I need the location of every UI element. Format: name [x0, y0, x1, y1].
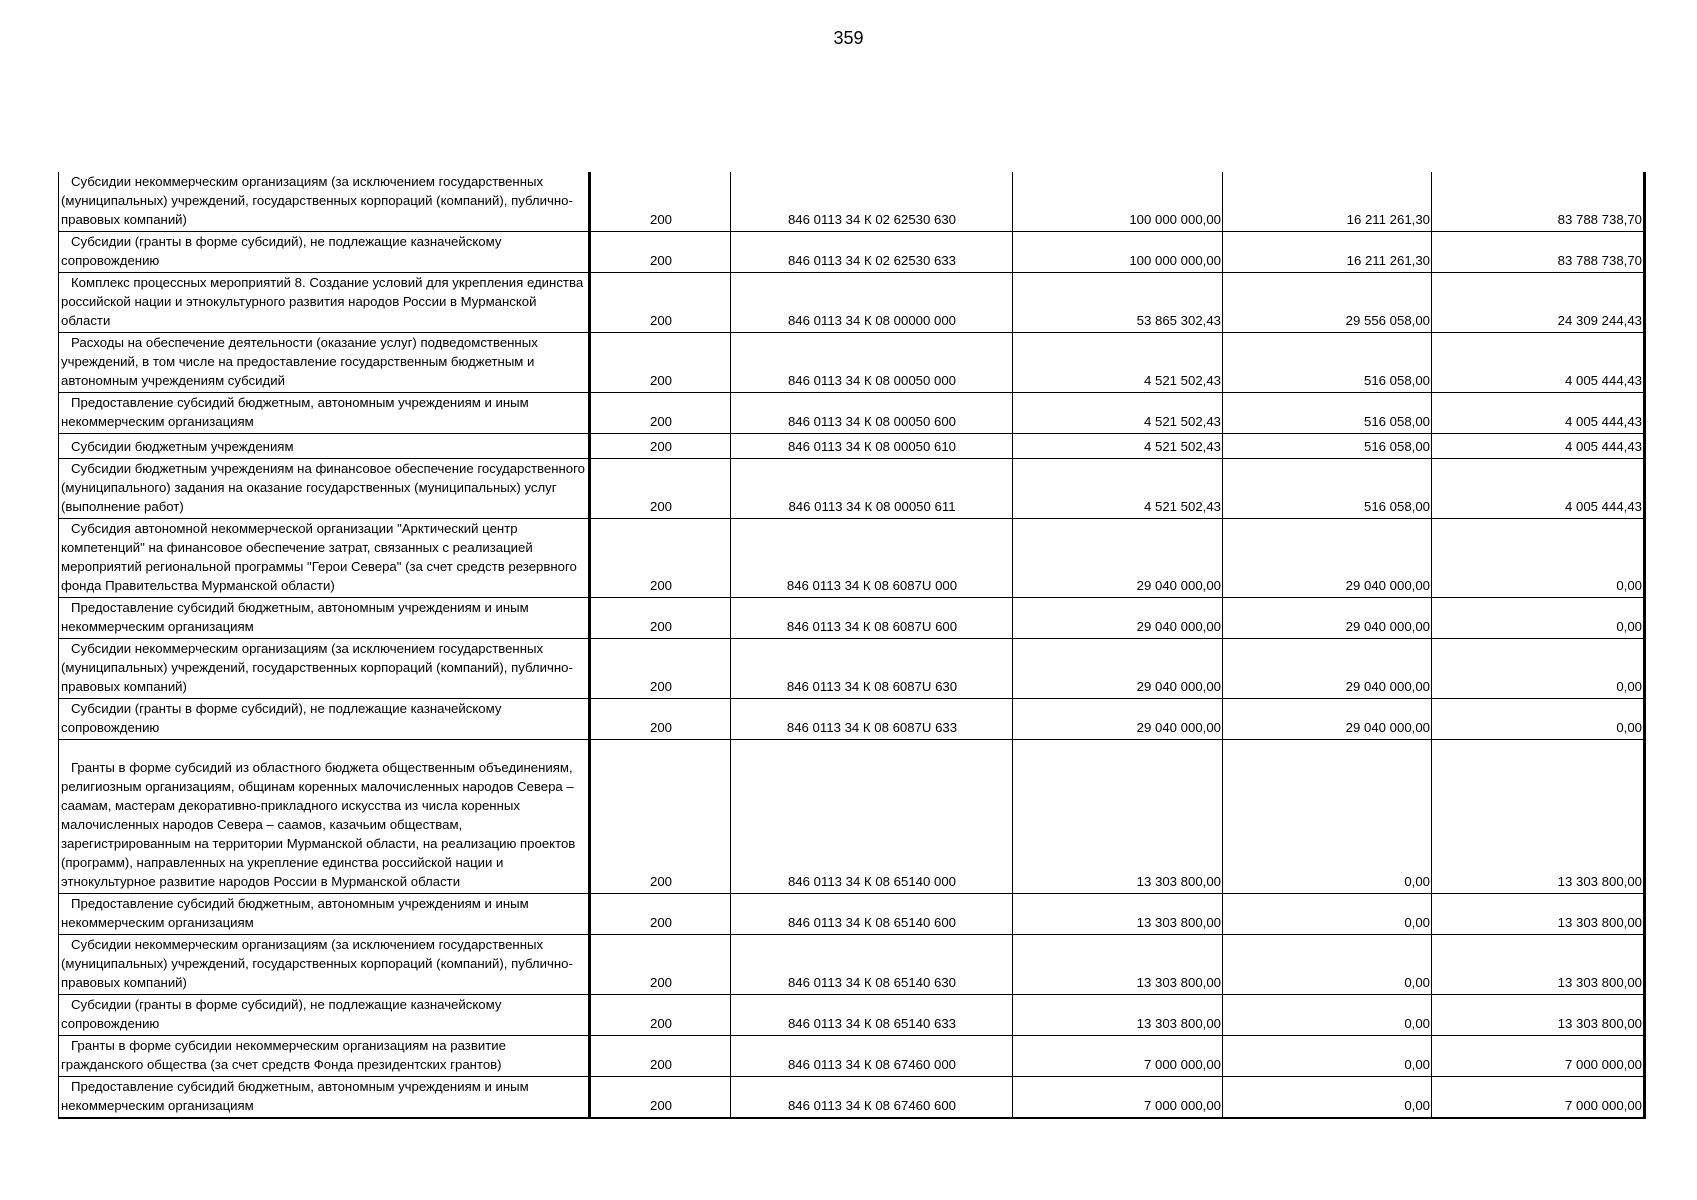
row-kbk-cell: 846 0113 34 К 08 67460 000 [731, 1036, 1013, 1077]
row-executed-cell: 0,00 [1223, 935, 1432, 995]
row-executed-cell: 29 040 000,00 [1223, 639, 1432, 699]
row-code-cell: 200 [590, 434, 731, 459]
row-executed-cell: 0,00 [1223, 740, 1432, 894]
row-code-cell: 200 [590, 639, 731, 699]
table-row [59, 333, 1645, 393]
row-name-cell: Гранты в форме субсидии некоммерческим организациям на развитие гражданского общества (за счет средств Фонда президентских грантов) [59, 1036, 590, 1077]
row-name-cell: Субсидии бюджетным учреждениям [59, 434, 590, 459]
row-remaining-cell: 83 788 738,70 [1432, 172, 1645, 232]
row-code-cell: 200 [590, 232, 731, 273]
row-remaining-cell: 4 005 444,43 [1432, 393, 1645, 434]
row-name-cell: Субсидии (гранты в форме субсидий), не подлежащие казначейскому сопровождению [59, 995, 590, 1036]
page-number: 359 [833, 28, 864, 48]
row-approved-cell: 4 521 502,43 [1013, 333, 1223, 393]
row-executed-cell: 0,00 [1223, 1036, 1432, 1077]
row-approved-cell: 100 000 000,00 [1013, 172, 1223, 232]
row-name-cell: Предоставление субсидий бюджетным, автономным учреждениям и иным некоммерческим организациям [59, 1077, 590, 1119]
row-kbk-cell: 846 0113 34 К 02 62530 633 [731, 232, 1013, 273]
row-kbk-cell: 846 0113 34 К 08 00050 000 [731, 333, 1013, 393]
row-name-cell: Субсидии некоммерческим организациям (за исключением государственных (муниципальных) учреждений, государственных корпораций (компаний), публично-правовых компаний) [59, 172, 590, 232]
table-row [59, 598, 1645, 639]
row-remaining-cell: 13 303 800,00 [1432, 894, 1645, 935]
row-kbk-cell: 846 0113 34 К 08 6087U 633 [731, 699, 1013, 740]
row-remaining-cell: 0,00 [1432, 699, 1645, 740]
table-row [59, 699, 1645, 740]
row-approved-cell: 7 000 000,00 [1013, 1036, 1223, 1077]
row-name-cell: Предоставление субсидий бюджетным, автономным учреждениям и иным некоммерческим организациям [59, 598, 590, 639]
row-code-cell: 200 [590, 273, 731, 333]
row-executed-cell: 29 040 000,00 [1223, 699, 1432, 740]
row-approved-cell: 13 303 800,00 [1013, 935, 1223, 995]
row-executed-cell: 16 211 261,30 [1223, 232, 1432, 273]
row-approved-cell: 4 521 502,43 [1013, 459, 1223, 519]
row-executed-cell: 16 211 261,30 [1223, 172, 1432, 232]
row-code-cell: 200 [590, 1036, 731, 1077]
row-remaining-cell: 13 303 800,00 [1432, 935, 1645, 995]
row-approved-cell: 4 521 502,43 [1013, 393, 1223, 434]
row-kbk-cell: 846 0113 34 К 08 65140 633 [731, 995, 1013, 1036]
row-executed-cell: 516 058,00 [1223, 434, 1432, 459]
row-name-cell: Субсидии бюджетным учреждениям на финансовое обеспечение государственного (муниципального) задания на оказание государственных (муниципальных) услуг (выполнение работ) [59, 459, 590, 519]
row-code-cell: 200 [590, 935, 731, 995]
row-name-cell: Расходы на обеспечение деятельности (оказание услуг) подведомственных учреждений, в том числе на предоставление государственным бюджетным и автономным учреждениям субсидий [59, 333, 590, 393]
table-body [59, 172, 1645, 1118]
table-row [59, 740, 1645, 894]
row-approved-cell: 13 303 800,00 [1013, 995, 1223, 1036]
row-approved-cell: 7 000 000,00 [1013, 1077, 1223, 1119]
row-approved-cell: 4 521 502,43 [1013, 434, 1223, 459]
row-code-cell: 200 [590, 1077, 731, 1119]
row-code-cell: 200 [590, 333, 731, 393]
table-row [59, 459, 1645, 519]
row-executed-cell: 29 040 000,00 [1223, 598, 1432, 639]
table-row [59, 434, 1645, 459]
row-approved-cell: 13 303 800,00 [1013, 894, 1223, 935]
table-row [59, 894, 1645, 935]
row-code-cell: 200 [590, 894, 731, 935]
table-row [59, 519, 1645, 598]
row-kbk-cell: 846 0113 34 К 08 00050 611 [731, 459, 1013, 519]
row-code-cell: 200 [590, 172, 731, 232]
row-remaining-cell: 4 005 444,43 [1432, 459, 1645, 519]
table-row [59, 935, 1645, 995]
row-executed-cell: 0,00 [1223, 1077, 1432, 1119]
budget-table [58, 172, 1646, 1119]
row-name-cell: Предоставление субсидий бюджетным, автономным учреждениям и иным некоммерческим организациям [59, 894, 590, 935]
row-remaining-cell: 24 309 244,43 [1432, 273, 1645, 333]
row-code-cell: 200 [590, 393, 731, 434]
row-kbk-cell: 846 0113 34 К 08 6087U 630 [731, 639, 1013, 699]
row-remaining-cell: 0,00 [1432, 639, 1645, 699]
table-row [59, 172, 1645, 232]
row-executed-cell: 516 058,00 [1223, 393, 1432, 434]
table-row [59, 273, 1645, 333]
row-kbk-cell: 846 0113 34 К 02 62530 630 [731, 172, 1013, 232]
row-name-cell: Комплекс процессных мероприятий 8. Создание условий для укрепления единства российской нации и этнокультурного развития народов России в Мурманской области [59, 273, 590, 333]
row-executed-cell: 516 058,00 [1223, 333, 1432, 393]
row-approved-cell: 13 303 800,00 [1013, 740, 1223, 894]
row-code-cell: 200 [590, 699, 731, 740]
row-code-cell: 200 [590, 519, 731, 598]
row-executed-cell: 516 058,00 [1223, 459, 1432, 519]
row-name-cell: Субсидии (гранты в форме субсидий), не подлежащие казначейскому сопровождению [59, 232, 590, 273]
row-name-cell: Субсидии некоммерческим организациям (за исключением государственных (муниципальных) учреждений, государственных корпораций (компаний), публично-правовых компаний) [59, 639, 590, 699]
row-name-cell: Субсидия автономной некоммерческой организации "Арктический центр компетенций" на финансовое обеспечение затрат, связанных с реализацией мероприятий региональной программы "Герои Севера" (за счет средств резервного фонда Правительства Мурманской области) [59, 519, 590, 598]
row-name-cell: Предоставление субсидий бюджетным, автономным учреждениям и иным некоммерческим организациям [59, 393, 590, 434]
row-kbk-cell: 846 0113 34 К 08 00050 610 [731, 434, 1013, 459]
row-remaining-cell: 13 303 800,00 [1432, 740, 1645, 894]
row-approved-cell: 29 040 000,00 [1013, 598, 1223, 639]
table-row [59, 1077, 1645, 1119]
row-kbk-cell: 846 0113 34 К 08 00000 000 [731, 273, 1013, 333]
table-row [59, 232, 1645, 273]
row-kbk-cell: 846 0113 34 К 08 65140 000 [731, 740, 1013, 894]
row-executed-cell: 29 040 000,00 [1223, 519, 1432, 598]
row-executed-cell: 29 556 058,00 [1223, 273, 1432, 333]
table-row [59, 639, 1645, 699]
row-remaining-cell: 0,00 [1432, 519, 1645, 598]
row-name-cell: Субсидии (гранты в форме субсидий), не подлежащие казначейскому сопровождению [59, 699, 590, 740]
row-code-cell: 200 [590, 995, 731, 1036]
row-approved-cell: 29 040 000,00 [1013, 519, 1223, 598]
row-approved-cell: 53 865 302,43 [1013, 273, 1223, 333]
row-name-cell: Субсидии некоммерческим организациям (за исключением государственных (муниципальных) учреждений, государственных корпораций (компаний), публично-правовых компаний) [59, 935, 590, 995]
row-remaining-cell: 7 000 000,00 [1432, 1036, 1645, 1077]
row-kbk-cell: 846 0113 34 К 08 65140 630 [731, 935, 1013, 995]
row-kbk-cell: 846 0113 34 К 08 6087U 000 [731, 519, 1013, 598]
row-remaining-cell: 0,00 [1432, 598, 1645, 639]
row-kbk-cell: 846 0113 34 К 08 6087U 600 [731, 598, 1013, 639]
row-code-cell: 200 [590, 459, 731, 519]
row-approved-cell: 100 000 000,00 [1013, 232, 1223, 273]
row-executed-cell: 0,00 [1223, 995, 1432, 1036]
row-kbk-cell: 846 0113 34 К 08 65140 600 [731, 894, 1013, 935]
row-remaining-cell: 83 788 738,70 [1432, 232, 1645, 273]
table-row [59, 995, 1645, 1036]
row-name-cell: Гранты в форме субсидий из областного бюджета общественным объединениям, религиозным организациям, общинам коренных малочисленных народов Севера – саамам, мастерам декоративно-прикладного искусства из числа коренных малочисленных народов Севера – саамов, казачьим обществам, зарегистрированным на территории Мурманской области, на реализацию проектов (программ), направленных на укрепление единства российской нации и этнокультурное развитие народов России в Мурманской области [59, 740, 590, 894]
row-approved-cell: 29 040 000,00 [1013, 699, 1223, 740]
table-row [59, 393, 1645, 434]
table-row [59, 1036, 1645, 1077]
row-remaining-cell: 4 005 444,43 [1432, 333, 1645, 393]
row-approved-cell: 29 040 000,00 [1013, 639, 1223, 699]
row-kbk-cell: 846 0113 34 К 08 67460 600 [731, 1077, 1013, 1119]
row-remaining-cell: 13 303 800,00 [1432, 995, 1645, 1036]
row-executed-cell: 0,00 [1223, 894, 1432, 935]
row-code-cell: 200 [590, 740, 731, 894]
row-remaining-cell: 7 000 000,00 [1432, 1077, 1645, 1119]
row-kbk-cell: 846 0113 34 К 08 00050 600 [731, 393, 1013, 434]
row-code-cell: 200 [590, 598, 731, 639]
row-remaining-cell: 4 005 444,43 [1432, 434, 1645, 459]
